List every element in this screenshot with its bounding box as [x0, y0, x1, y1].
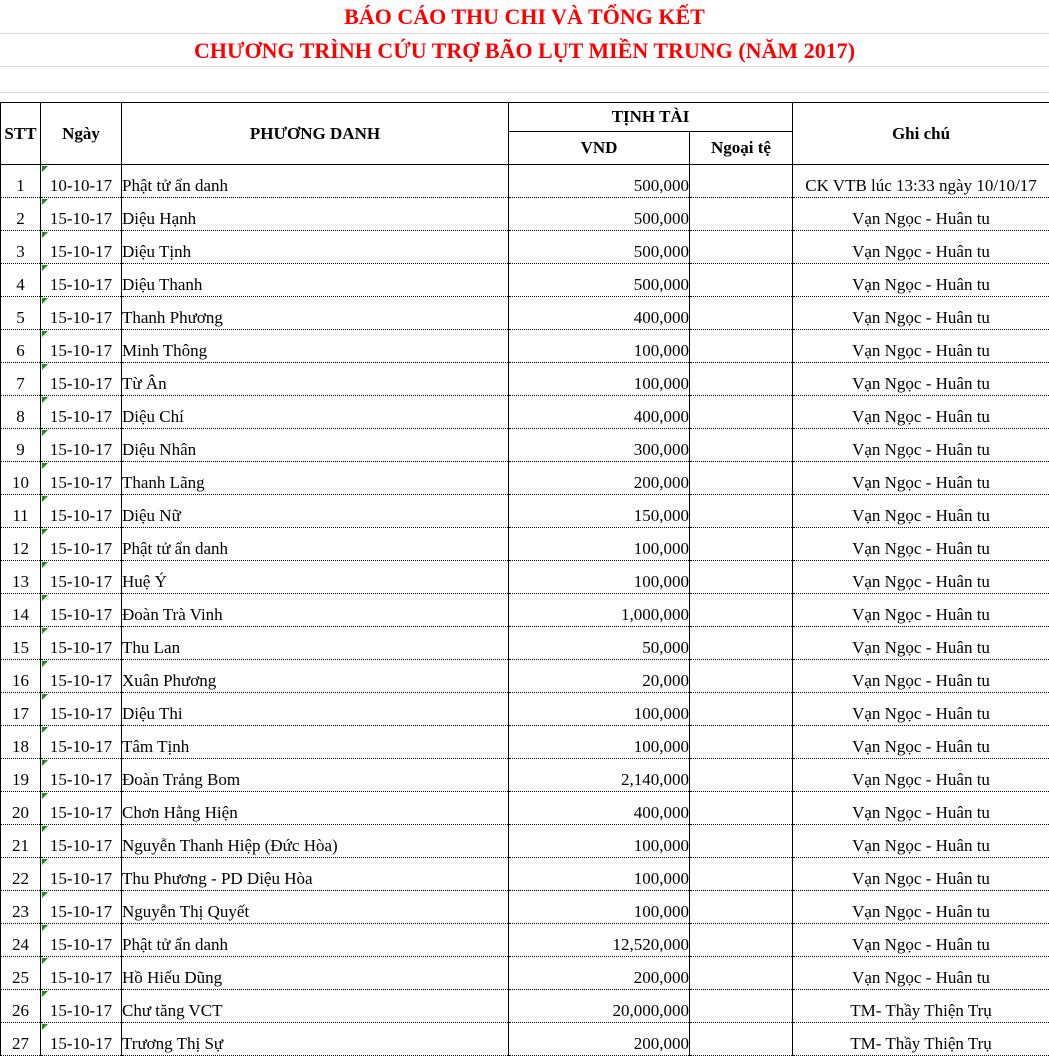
- cell-name[interactable]: Minh Thông: [122, 330, 509, 363]
- cell-vnd[interactable]: 100,000: [509, 858, 690, 891]
- cell-foreign[interactable]: [690, 627, 793, 660]
- cell-name[interactable]: Đoàn Trà Vinh: [122, 594, 509, 627]
- cell-foreign[interactable]: [690, 396, 793, 429]
- cell-stt[interactable]: 10: [1, 462, 41, 495]
- cell-stt[interactable]: 7: [1, 363, 41, 396]
- cell-foreign[interactable]: [690, 363, 793, 396]
- table-row: [1, 330, 1049, 363]
- header-note[interactable]: Ghi chú: [793, 103, 1049, 165]
- cell-name[interactable]: Diệu Thanh: [122, 264, 509, 297]
- cell-vnd[interactable]: 12,520,000: [509, 924, 690, 957]
- cell-note[interactable]: TM- Thầy Thiện Trụ: [793, 1023, 1049, 1056]
- cell-vnd[interactable]: 2,140,000: [509, 759, 690, 792]
- donation-table: [0, 102, 1049, 1056]
- cell-date[interactable]: 15-10-17: [41, 363, 122, 396]
- cell-vnd[interactable]: 100,000: [509, 726, 690, 759]
- cell-name[interactable]: Trương Thị Sự: [122, 1023, 509, 1056]
- cell-vnd[interactable]: 100,000: [509, 330, 690, 363]
- cell-note[interactable]: Vạn Ngọc - Huân tu: [793, 858, 1049, 891]
- cell-note[interactable]: Vạn Ngọc - Huân tu: [793, 462, 1049, 495]
- cell-note[interactable]: Vạn Ngọc - Huân tu: [793, 198, 1049, 231]
- table-row: [1, 561, 1049, 594]
- cell-date[interactable]: 15-10-17: [41, 264, 122, 297]
- cell-foreign[interactable]: [690, 726, 793, 759]
- cell-name[interactable]: Đoàn Trảng Bom: [122, 759, 509, 792]
- cell-date[interactable]: 15-10-17: [41, 924, 122, 957]
- cell-note[interactable]: Vạn Ngọc - Huân tu: [793, 825, 1049, 858]
- cell-note[interactable]: Vạn Ngọc - Huân tu: [793, 627, 1049, 660]
- table-row: [1, 528, 1049, 561]
- cell-note[interactable]: Vạn Ngọc - Huân tu: [793, 363, 1049, 396]
- cell-date[interactable]: 15-10-17: [41, 825, 122, 858]
- cell-vnd[interactable]: 100,000: [509, 825, 690, 858]
- table-row: [1, 1023, 1049, 1056]
- cell-date[interactable]: 15-10-17: [41, 330, 122, 363]
- cell-name[interactable]: Phật tử ẩn danh: [122, 165, 509, 198]
- cell-foreign[interactable]: [690, 1023, 793, 1056]
- cell-foreign[interactable]: [690, 330, 793, 363]
- cell-vnd[interactable]: 400,000: [509, 396, 690, 429]
- gridline: [0, 66, 1049, 67]
- cell-note[interactable]: Vạn Ngọc - Huân tu: [793, 528, 1049, 561]
- header-date[interactable]: Ngày: [41, 103, 122, 165]
- cell-foreign[interactable]: [690, 495, 793, 528]
- cell-date[interactable]: 15-10-17: [41, 858, 122, 891]
- cell-date[interactable]: 15-10-17: [41, 957, 122, 990]
- cell-name[interactable]: Nguyễn Thanh Hiệp (Đức Hòa): [122, 825, 509, 858]
- cell-foreign[interactable]: [690, 297, 793, 330]
- cell-date[interactable]: 15-10-17: [41, 792, 122, 825]
- cell-name[interactable]: Xuân Phương: [122, 660, 509, 693]
- cell-note[interactable]: Vạn Ngọc - Huân tu: [793, 297, 1049, 330]
- cell-note[interactable]: Vạn Ngọc - Huân tu: [793, 792, 1049, 825]
- header-donation[interactable]: TỊNH TÀI: [509, 103, 793, 132]
- cell-date[interactable]: 15-10-17: [41, 462, 122, 495]
- cell-note[interactable]: Vạn Ngọc - Huân tu: [793, 330, 1049, 363]
- cell-vnd[interactable]: 300,000: [509, 429, 690, 462]
- gridline: [0, 92, 1049, 93]
- cell-stt[interactable]: 14: [1, 594, 41, 627]
- cell-foreign[interactable]: [690, 594, 793, 627]
- cell-note[interactable]: Vạn Ngọc - Huân tu: [793, 726, 1049, 759]
- cell-date[interactable]: 15-10-17: [41, 627, 122, 660]
- cell-stt[interactable]: 20: [1, 792, 41, 825]
- cell-date[interactable]: 15-10-17: [41, 198, 122, 231]
- cell-stt[interactable]: 13: [1, 561, 41, 594]
- cell-note[interactable]: Vạn Ngọc - Huân tu: [793, 693, 1049, 726]
- cell-foreign[interactable]: [690, 660, 793, 693]
- cell-date[interactable]: 15-10-17: [41, 693, 122, 726]
- table-row: [1, 165, 1049, 198]
- cell-date[interactable]: 15-10-17: [41, 660, 122, 693]
- cell-stt[interactable]: 24: [1, 924, 41, 957]
- cell-foreign[interactable]: [690, 165, 793, 198]
- cell-foreign[interactable]: [690, 990, 793, 1023]
- header-name[interactable]: PHƯƠNG DANH: [122, 103, 509, 165]
- cell-name[interactable]: Diệu Hạnh: [122, 198, 509, 231]
- table-row: [1, 594, 1049, 627]
- cell-vnd[interactable]: 200,000: [509, 1023, 690, 1056]
- table-row: [1, 264, 1049, 297]
- cell-stt[interactable]: 23: [1, 891, 41, 924]
- cell-date[interactable]: 15-10-17: [41, 1023, 122, 1056]
- cell-name[interactable]: Diệu Nhân: [122, 429, 509, 462]
- cell-date[interactable]: 15-10-17: [41, 990, 122, 1023]
- cell-name[interactable]: Tâm Tịnh: [122, 726, 509, 759]
- report-title: BÁO CÁO THU CHI VÀ TỔNG KẾT: [0, 3, 1049, 31]
- table-row: [1, 693, 1049, 726]
- cell-foreign[interactable]: [690, 693, 793, 726]
- cell-date[interactable]: 15-10-17: [41, 561, 122, 594]
- cell-stt[interactable]: 25: [1, 957, 41, 990]
- cell-stt[interactable]: 4: [1, 264, 41, 297]
- cell-vnd[interactable]: 1,000,000: [509, 594, 690, 627]
- cell-name[interactable]: Từ Ân: [122, 363, 509, 396]
- cell-foreign[interactable]: [690, 792, 793, 825]
- cell-stt[interactable]: 6: [1, 330, 41, 363]
- cell-stt[interactable]: 27: [1, 1023, 41, 1056]
- cell-note[interactable]: Vạn Ngọc - Huân tu: [793, 396, 1049, 429]
- cell-date[interactable]: 15-10-17: [41, 495, 122, 528]
- cell-note[interactable]: Vạn Ngọc - Huân tu: [793, 594, 1049, 627]
- cell-foreign[interactable]: [690, 231, 793, 264]
- cell-stt[interactable]: 12: [1, 528, 41, 561]
- cell-foreign[interactable]: [690, 858, 793, 891]
- cell-date[interactable]: 15-10-17: [41, 429, 122, 462]
- table-row: [1, 462, 1049, 495]
- cell-foreign[interactable]: [690, 561, 793, 594]
- cell-stt[interactable]: 19: [1, 759, 41, 792]
- cell-note[interactable]: Vạn Ngọc - Huân tu: [793, 264, 1049, 297]
- report-title-area: [0, 0, 1049, 96]
- table-row: [1, 660, 1049, 693]
- cell-vnd[interactable]: 200,000: [509, 462, 690, 495]
- cell-foreign[interactable]: [690, 891, 793, 924]
- cell-vnd[interactable]: 400,000: [509, 792, 690, 825]
- cell-date[interactable]: 15-10-17: [41, 594, 122, 627]
- table-row: [1, 396, 1049, 429]
- cell-stt[interactable]: 26: [1, 990, 41, 1023]
- cell-vnd[interactable]: 500,000: [509, 198, 690, 231]
- cell-date[interactable]: 15-10-17: [41, 891, 122, 924]
- table-row: [1, 297, 1049, 330]
- cell-date[interactable]: 15-10-17: [41, 297, 122, 330]
- cell-note[interactable]: Vạn Ngọc - Huân tu: [793, 660, 1049, 693]
- cell-note[interactable]: Vạn Ngọc - Huân tu: [793, 429, 1049, 462]
- cell-stt[interactable]: 22: [1, 858, 41, 891]
- table-row: [1, 924, 1049, 957]
- cell-name[interactable]: Chư tăng VCT: [122, 990, 509, 1023]
- cell-name[interactable]: Diệu Thi: [122, 693, 509, 726]
- cell-stt[interactable]: 8: [1, 396, 41, 429]
- table-row: [1, 957, 1049, 990]
- cell-vnd[interactable]: 500,000: [509, 165, 690, 198]
- cell-name[interactable]: Phật tử ẩn danh: [122, 528, 509, 561]
- cell-vnd[interactable]: 20,000: [509, 660, 690, 693]
- table-row: [1, 858, 1049, 891]
- cell-stt[interactable]: 5: [1, 297, 41, 330]
- table-row: [1, 627, 1049, 660]
- cell-stt[interactable]: 15: [1, 627, 41, 660]
- cell-name[interactable]: Chơn Hằng Hiện: [122, 792, 509, 825]
- cell-note[interactable]: Vạn Ngọc - Huân tu: [793, 957, 1049, 990]
- cell-name[interactable]: Nguyễn Thị Quyết: [122, 891, 509, 924]
- cell-stt[interactable]: 16: [1, 660, 41, 693]
- cell-note[interactable]: Vạn Ngọc - Huân tu: [793, 495, 1049, 528]
- cell-stt[interactable]: 9: [1, 429, 41, 462]
- cell-note[interactable]: Vạn Ngọc - Huân tu: [793, 759, 1049, 792]
- cell-foreign[interactable]: [690, 759, 793, 792]
- cell-vnd[interactable]: 400,000: [509, 297, 690, 330]
- cell-foreign[interactable]: [690, 429, 793, 462]
- header-vnd[interactable]: VND: [509, 132, 690, 165]
- cell-name[interactable]: Thanh Lãng: [122, 462, 509, 495]
- cell-vnd[interactable]: 100,000: [509, 561, 690, 594]
- cell-vnd[interactable]: 150,000: [509, 495, 690, 528]
- table-row: [1, 990, 1049, 1023]
- cell-stt[interactable]: 21: [1, 825, 41, 858]
- table-row: [1, 429, 1049, 462]
- cell-date[interactable]: 15-10-17: [41, 396, 122, 429]
- cell-name[interactable]: Phật tử ẩn danh: [122, 924, 509, 957]
- cell-vnd[interactable]: 500,000: [509, 264, 690, 297]
- cell-stt[interactable]: 18: [1, 726, 41, 759]
- cell-vnd[interactable]: 500,000: [509, 231, 690, 264]
- cell-date[interactable]: 15-10-17: [41, 231, 122, 264]
- cell-date[interactable]: 15-10-17: [41, 528, 122, 561]
- gridline: [0, 33, 1049, 34]
- cell-name[interactable]: Hồ Hiếu Dũng: [122, 957, 509, 990]
- cell-note[interactable]: Vạn Ngọc - Huân tu: [793, 891, 1049, 924]
- cell-foreign[interactable]: [690, 198, 793, 231]
- cell-name[interactable]: Diệu Chí: [122, 396, 509, 429]
- cell-vnd[interactable]: 100,000: [509, 693, 690, 726]
- table-header: [1, 103, 1049, 165]
- cell-name[interactable]: Huệ Ý: [122, 561, 509, 594]
- cell-foreign[interactable]: [690, 825, 793, 858]
- cell-name[interactable]: Thanh Phương: [122, 297, 509, 330]
- cell-foreign[interactable]: [690, 462, 793, 495]
- cell-stt[interactable]: 3: [1, 231, 41, 264]
- cell-stt[interactable]: 17: [1, 693, 41, 726]
- header-foreign[interactable]: Ngoại tệ: [690, 132, 793, 165]
- table-row: [1, 759, 1049, 792]
- cell-foreign[interactable]: [690, 957, 793, 990]
- cell-date[interactable]: 10-10-17: [41, 165, 122, 198]
- cell-note[interactable]: Vạn Ngọc - Huân tu: [793, 561, 1049, 594]
- table-row: [1, 231, 1049, 264]
- cell-stt[interactable]: 1: [1, 165, 41, 198]
- cell-vnd[interactable]: 200,000: [509, 957, 690, 990]
- cell-note[interactable]: Vạn Ngọc - Huân tu: [793, 924, 1049, 957]
- table-row: [1, 198, 1049, 231]
- cell-stt[interactable]: 11: [1, 495, 41, 528]
- table-row: [1, 792, 1049, 825]
- table-row: [1, 891, 1049, 924]
- cell-foreign[interactable]: [690, 528, 793, 561]
- cell-note[interactable]: CK VTB lúc 13:33 ngày 10/10/17: [793, 165, 1049, 198]
- cell-note[interactable]: Vạn Ngọc - Huân tu: [793, 231, 1049, 264]
- cell-vnd[interactable]: 20,000,000: [509, 990, 690, 1023]
- cell-date[interactable]: 15-10-17: [41, 759, 122, 792]
- table-row: [1, 825, 1049, 858]
- cell-name[interactable]: Thu Lan: [122, 627, 509, 660]
- header-stt[interactable]: STT: [1, 103, 41, 165]
- cell-vnd[interactable]: 100,000: [509, 363, 690, 396]
- cell-name[interactable]: Diệu Tịnh: [122, 231, 509, 264]
- cell-vnd[interactable]: 100,000: [509, 891, 690, 924]
- table-row: [1, 495, 1049, 528]
- cell-name[interactable]: Diệu Nữ: [122, 495, 509, 528]
- cell-stt[interactable]: 2: [1, 198, 41, 231]
- table-body: [1, 165, 1049, 1056]
- cell-name[interactable]: Thu Phương - PD Diệu Hòa: [122, 858, 509, 891]
- cell-date[interactable]: 15-10-17: [41, 726, 122, 759]
- report-subtitle: CHƯƠNG TRÌNH CỨU TRỢ BÃO LỤT MIỀN TRUNG (NĂM 2017): [0, 37, 1049, 65]
- cell-vnd[interactable]: 50,000: [509, 627, 690, 660]
- cell-foreign[interactable]: [690, 924, 793, 957]
- cell-foreign[interactable]: [690, 264, 793, 297]
- cell-note[interactable]: TM- Thầy Thiện Trụ: [793, 990, 1049, 1023]
- table-row: [1, 726, 1049, 759]
- cell-vnd[interactable]: 100,000: [509, 528, 690, 561]
- table-row: [1, 363, 1049, 396]
